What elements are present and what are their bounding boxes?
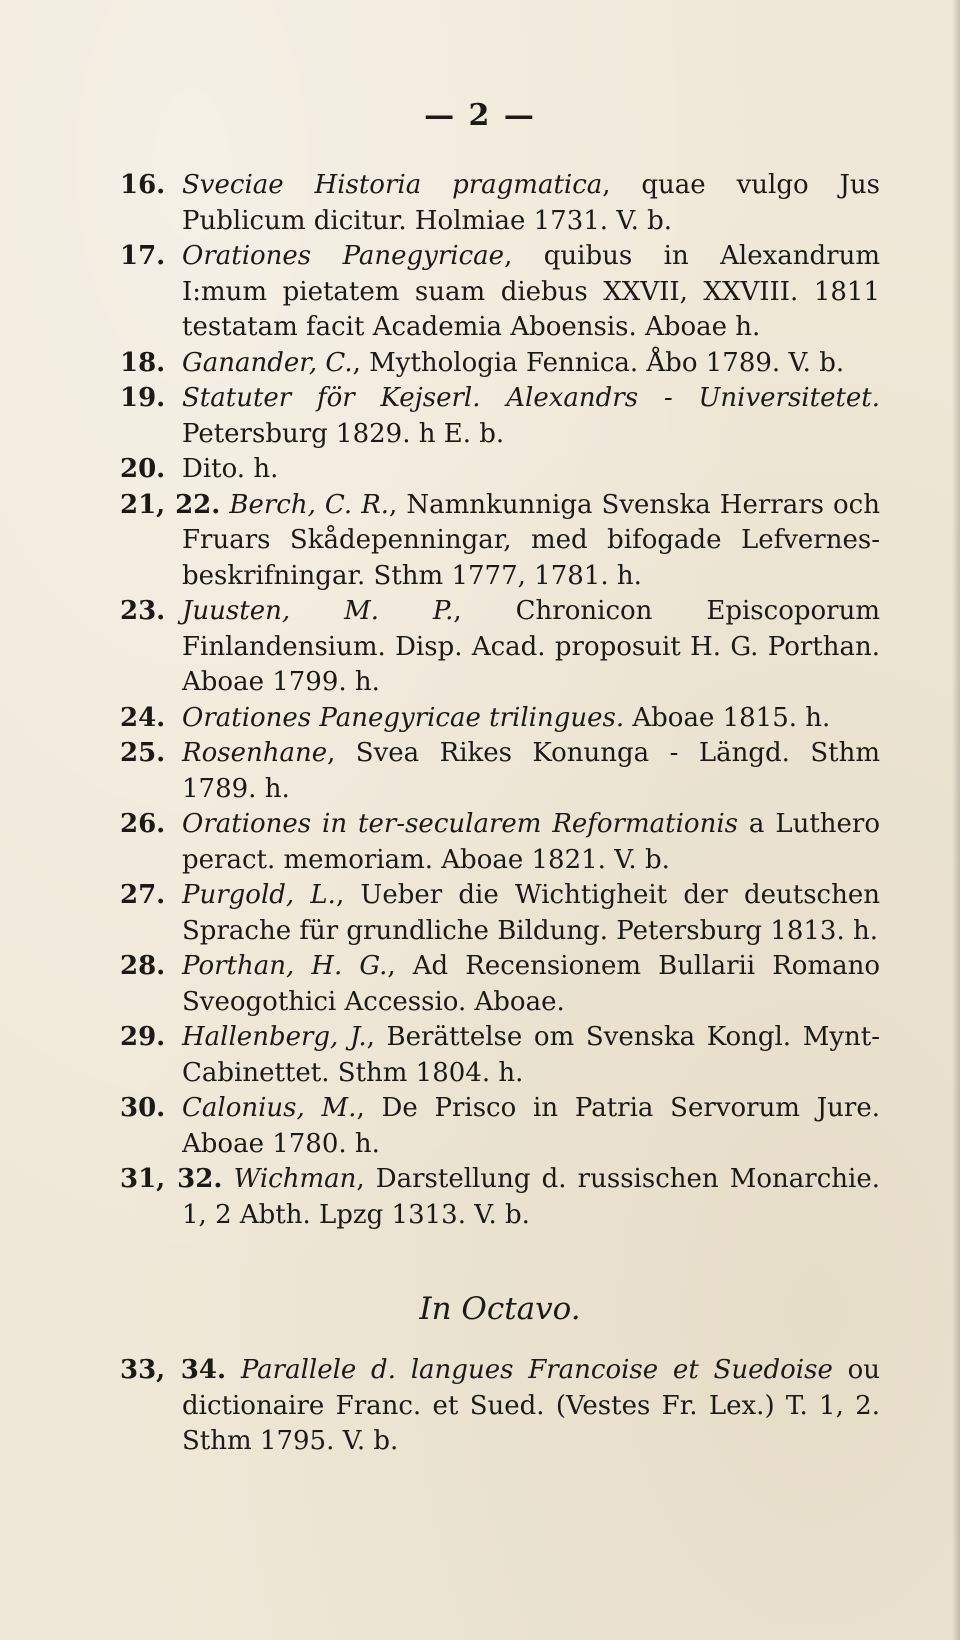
entry-title: Orationes Panegyricae <box>182 241 505 271</box>
entry-text: , Chronicon Episcoporum Finlandensium. Disp. Acad. proposuit H. G. Porthan. Aboae 1799. h. <box>182 596 880 697</box>
entry-text: , Ad Recensionem Bullarii Romano Sveogothici Accessio. Aboae. <box>182 951 880 1017</box>
catalog-entry <box>120 736 880 807</box>
entry-number: 24. <box>120 702 166 733</box>
entry-text: , De Prisco in Patria Servorum Jure. Aboae 1780. h. <box>182 1093 880 1159</box>
entry-number: 33, 34. <box>120 1355 227 1385</box>
catalog-entry <box>120 807 880 878</box>
catalog-entry <box>120 949 880 1020</box>
entry-author: Porthan, H. G. <box>182 951 388 981</box>
entry-text: ou dictionaire Franc. et Sued. (Vestes Fr. Lex.) T. 1, 2. Sthm 1795. V. b. <box>182 1355 880 1456</box>
catalog-entry <box>120 1162 880 1233</box>
entry-author: Berch, C. R. <box>229 489 390 520</box>
entry-author: Rosenhane <box>182 738 328 768</box>
page-number: — 2 — <box>424 98 536 133</box>
section-heading: In Octavo. <box>419 1291 581 1327</box>
entry-text: , Mythologia Fennica. Åbo 1789. V. b. <box>352 347 845 378</box>
entry-text: Petersburg 1829. h E. b. <box>182 418 505 449</box>
entry-author: Purgold, L. <box>182 880 336 910</box>
entry-title: Sveciae Historia pragmatica <box>182 170 603 200</box>
catalog-entry <box>120 1091 880 1162</box>
entry-title: Parallele d. langues Francoise et Suedoise <box>240 1355 833 1385</box>
entry-text: , quibus in Alexandrum I:mum pietatem suam diebus XXVII, XXVIII. 1811 testatam facit Academia Aboensis. Aboae h. <box>182 241 880 342</box>
entry-number: 31, 32. <box>120 1164 223 1194</box>
entry-text: Dito. h. <box>182 454 279 484</box>
entry-author: Calonius, M. <box>182 1093 357 1123</box>
entry-number: 26. <box>120 809 166 839</box>
catalog-entry <box>120 239 880 346</box>
entry-text: a Luthero peract. memoriam. Aboae 1821. V. b. <box>182 809 880 875</box>
entry-text: , Ueber die Wichtigheit der deutschen Sprache für grundliche Bildung. Petersburg 1813. h. <box>182 880 880 946</box>
catalog-entry <box>120 346 880 382</box>
entry-number: 30. <box>120 1093 166 1123</box>
entry-number: 25. <box>120 738 166 768</box>
entry-number: 16. <box>120 170 166 200</box>
entry-number: 20. <box>120 454 166 484</box>
catalog-entry <box>120 878 880 949</box>
catalog-entry <box>120 1353 880 1460</box>
entry-author: Juusten, M. P. <box>182 596 454 626</box>
entry-title: Orationes Panegyricae trilingues. <box>182 702 625 733</box>
catalog-entry <box>120 1020 880 1091</box>
entry-number: 23. <box>120 596 166 626</box>
entry-author: Ganander, C. <box>182 347 353 378</box>
entry-number: 28. <box>120 951 166 981</box>
catalog-entry <box>120 168 880 239</box>
entry-number: 17. <box>120 241 166 271</box>
entry-author: Hallenberg, J. <box>182 1022 367 1052</box>
entry-number: 21, 22. <box>120 489 221 520</box>
entry-list-octavo <box>120 1353 880 1460</box>
catalog-entry <box>120 381 880 452</box>
entry-text: , Svea Rikes Konunga - Längd. Sthm 1789. h. <box>182 738 880 804</box>
entry-number: 19. <box>120 383 166 413</box>
entry-text: , Darstellung d. russischen Monarchie. 1, 2 Abth. Lpzg 1313. V. b. <box>182 1164 880 1230</box>
catalog-entry <box>120 452 880 488</box>
entry-number: 27. <box>120 880 166 910</box>
entry-author: Wichman <box>233 1164 357 1194</box>
entry-list-folio <box>120 168 880 1233</box>
catalog-entries <box>120 168 880 1460</box>
catalog-entry <box>120 701 880 737</box>
entry-text: , Berättelse om Svenska Kongl. Mynt-Cabinettet. Sthm 1804. h. <box>182 1022 881 1088</box>
catalog-entry <box>120 488 880 595</box>
entry-text: , quae vulgo Jus Publicum dicitur. Holmiae 1731. V. b. <box>182 170 880 236</box>
entry-text: , Namnkunniga Svenska Herrars och Fruars Skådepenningar, med bifogade Lefvernes-beskrifningar. Sthm 1777, 1781. h. <box>182 489 880 591</box>
catalog-entry <box>120 594 880 701</box>
entry-number: 29. <box>120 1022 166 1052</box>
entry-number: 18. <box>120 347 166 378</box>
entry-title: Statuter för Kejserl. Alexandrs - Universitetet. <box>182 383 880 413</box>
entry-title: Orationes in ter-secularem Reformationis <box>182 809 738 839</box>
entry-text: Aboae 1815. h. <box>624 702 831 733</box>
